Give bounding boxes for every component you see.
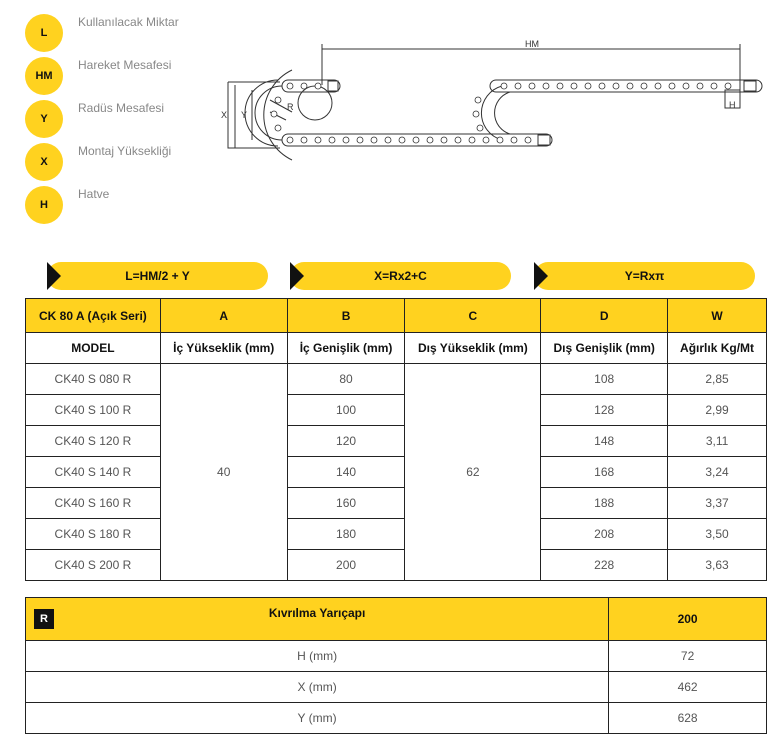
legend-label: Kullanılacak Miktar [78,15,179,29]
b-cell: 160 [287,488,405,519]
table-subheader-row [26,333,767,364]
d-cell: 188 [541,488,668,519]
x-label: X [221,110,228,120]
formula-text: L=HM/2 + Y [125,269,190,283]
legend-badge: X [25,143,63,181]
arrow-icon [290,262,304,290]
header-cell: C [405,299,541,333]
legend-item-y [25,100,165,138]
w-cell: 3,63 [668,550,767,581]
spec-table [25,298,767,581]
d-cell: 148 [541,426,668,457]
formula-l [47,262,268,290]
arrow-icon [534,262,548,290]
model-cell: CK40 S 180 R [26,519,161,550]
subheader-cell: İç Yükseklik (mm) [160,333,287,364]
model-cell: CK40 S 200 R [26,550,161,581]
table-row [26,519,767,550]
b-cell: 140 [287,457,405,488]
header-cell: CK 80 A (Açık Seri) [26,299,161,333]
header-cell: D [541,299,668,333]
legend-item-x [25,143,172,181]
table-row [26,550,767,581]
radius-badge: R [34,609,54,629]
subheader-cell: Dış Yükseklik (mm) [405,333,541,364]
cable-chain-diagram [220,30,770,165]
model-cell: CK40 S 160 R [26,488,161,519]
formula-y [534,262,755,290]
radius-label-cell: H (mm) [26,641,609,672]
table-row [26,488,767,519]
legend-badge: H [25,186,63,224]
w-cell: 2,99 [668,395,767,426]
h-label: H [729,100,736,110]
subheader-cell: MODEL [26,333,161,364]
w-cell: 3,37 [668,488,767,519]
r-label: R [287,102,294,112]
table-row [26,457,767,488]
d-cell: 208 [541,519,668,550]
b-cell: 80 [287,364,405,395]
radius-value-cell: 72 [609,641,767,672]
radius-value-cell: 628 [609,703,767,734]
formula-text: Y=Rxπ [624,269,665,283]
legend-item-h [25,186,110,224]
w-cell: 3,50 [668,519,767,550]
b-cell: 100 [287,395,405,426]
table-header-row [26,299,767,333]
table-row [26,672,767,703]
legend-item-hm [25,57,172,95]
legend-label: Montaj Yüksekliği [78,144,172,158]
radius-value: 200 [609,598,767,641]
d-cell: 228 [541,550,668,581]
w-cell: 3,11 [668,426,767,457]
formula-x [290,262,511,290]
b-cell: 180 [287,519,405,550]
legend-item-l [25,14,179,52]
b-cell: 200 [287,550,405,581]
model-cell: CK40 S 080 R [26,364,161,395]
table-row [26,395,767,426]
table-row [26,364,767,395]
table-row [26,703,767,734]
radius-header-row [26,598,767,641]
legend-label: Hatve [78,187,110,201]
radius-title-cell [26,598,609,641]
d-cell: 108 [541,364,668,395]
b-cell: 120 [287,426,405,457]
radius-value-cell: 462 [609,672,767,703]
w-cell: 2,85 [668,364,767,395]
table-row [26,426,767,457]
w-cell: 3,24 [668,457,767,488]
d-cell: 128 [541,395,668,426]
legend-badge: HM [25,57,63,95]
model-cell: CK40 S 140 R [26,457,161,488]
subheader-cell: İç Genişlik (mm) [287,333,405,364]
y-label: Y [241,110,248,120]
table-row [26,641,767,672]
legend-badge: Y [25,100,63,138]
c-value-cell: 62 [405,364,541,581]
model-cell: CK40 S 100 R [26,395,161,426]
header-cell: W [668,299,767,333]
a-value-cell: 40 [160,364,287,581]
header-cell: B [287,299,405,333]
radius-table [25,597,767,734]
legend-label: Radüs Mesafesi [78,101,165,115]
header-cell: A [160,299,287,333]
radius-title: Kıvrılma Yarıçapı [268,606,366,620]
hm-label: HM [525,39,539,49]
d-cell: 168 [541,457,668,488]
radius-label-cell: X (mm) [26,672,609,703]
radius-label-cell: Y (mm) [26,703,609,734]
model-cell: CK40 S 120 R [26,426,161,457]
legend-badge: L [25,14,63,52]
formula-text: X=Rx2+C [374,269,427,283]
legend-label: Hareket Mesafesi [78,58,172,72]
arrow-icon [47,262,61,290]
subheader-cell: Dış Genişlik (mm) [541,333,668,364]
subheader-cell: Ağırlık Kg/Mt [668,333,767,364]
